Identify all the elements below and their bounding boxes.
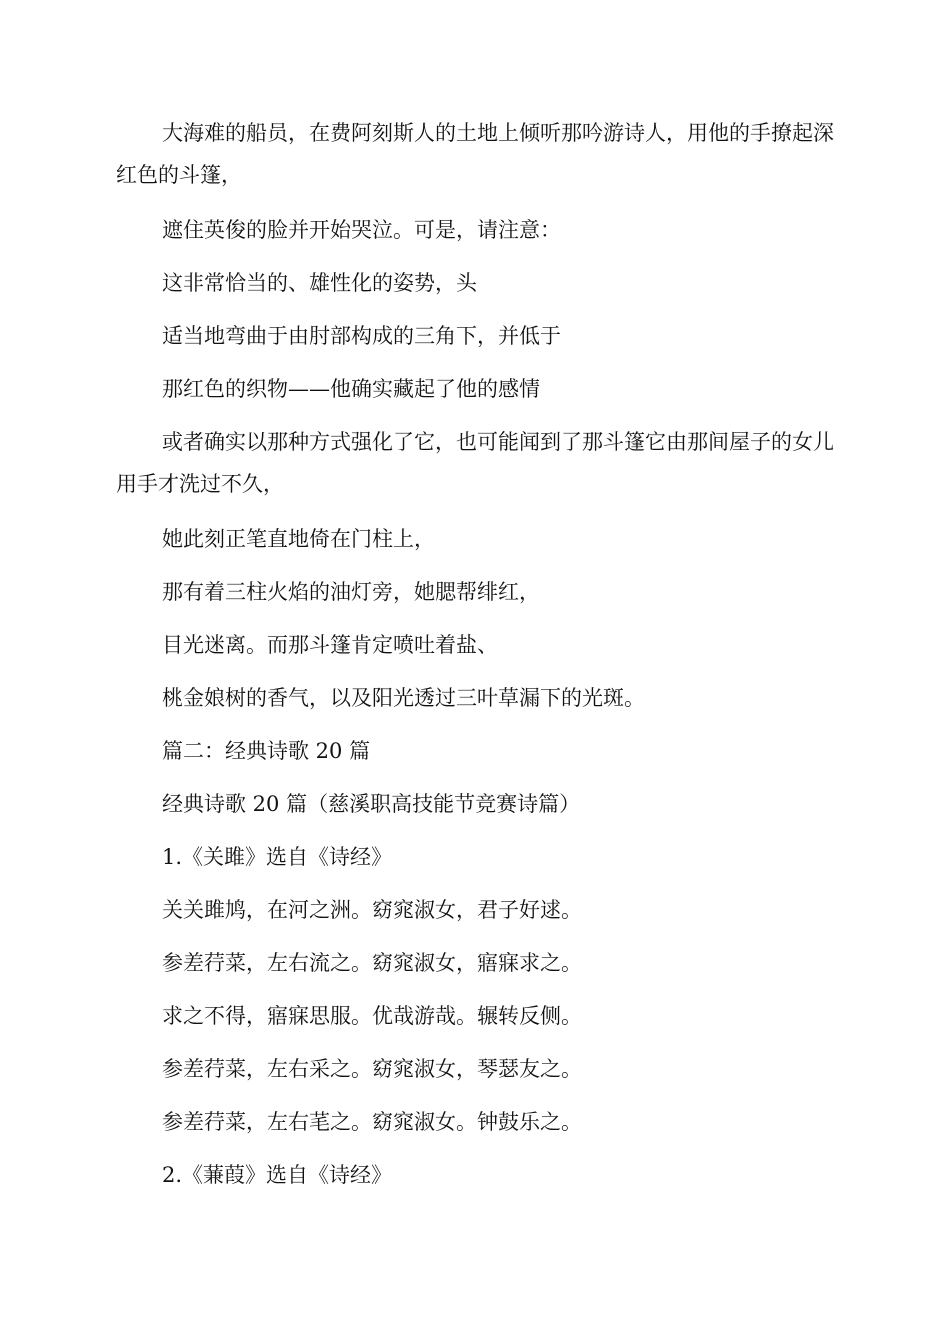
poem-line: 关关雎鸠，在河之洲。窈窕淑女，君子好逑。 bbox=[162, 898, 582, 922]
poem-title-1: 1.《关雎》选自《诗经》 bbox=[162, 845, 393, 869]
paragraph-6: 或者确实以那种方式强化了它，也可能闻到了那斗篷它由那间屋子的女儿用手才洗过不久， bbox=[116, 430, 834, 496]
poem-line: 求之不得，寤寐思服。优哉游哉。辗转反侧。 bbox=[162, 1004, 582, 1028]
paragraph-3: 这非常恰当的、雄性化的姿势，头 bbox=[162, 271, 477, 295]
paragraph-5: 那红色的织物——他确实藏起了他的感情 bbox=[162, 377, 540, 401]
paragraph-7: 她此刻正笔直地倚在门柱上， bbox=[162, 527, 435, 551]
paragraph-8: 那有着三柱火焰的油灯旁，她腮帮绯红， bbox=[162, 580, 540, 604]
paragraph-10: 桃金娘树的香气，以及阳光透过三叶草漏下的光斑。 bbox=[162, 686, 645, 710]
section-heading-2: 篇二：经典诗歌 20 篇 bbox=[162, 739, 371, 763]
collection-title: 经典诗歌 20 篇（慈溪职高技能节竞赛诗篇） bbox=[162, 792, 581, 816]
poem-line: 参差荇菜，左右芼之。窈窕淑女。钟鼓乐之。 bbox=[162, 1110, 582, 1134]
paragraph-4: 适当地弯曲于由肘部构成的三角下，并低于 bbox=[162, 324, 561, 348]
document-body bbox=[116, 112, 836, 1207]
paragraph-9: 目光迷离。而那斗篷肯定喷吐着盐、 bbox=[162, 633, 498, 657]
poem-title-2: 2.《蒹葭》选自《诗经》 bbox=[162, 1163, 393, 1187]
poem-line: 参差荇菜，左右采之。窈窕淑女，琴瑟友之。 bbox=[162, 1057, 582, 1081]
poem-line: 参差荇菜，左右流之。窈窕淑女，寤寐求之。 bbox=[162, 951, 582, 975]
paragraph-2: 遮住英俊的脸并开始哭泣。可是，请注意： bbox=[162, 218, 561, 242]
paragraph-1: 大海难的船员，在费阿刻斯人的土地上倾听那吟游诗人，用他的手撩起深红色的斗篷， bbox=[116, 121, 834, 187]
